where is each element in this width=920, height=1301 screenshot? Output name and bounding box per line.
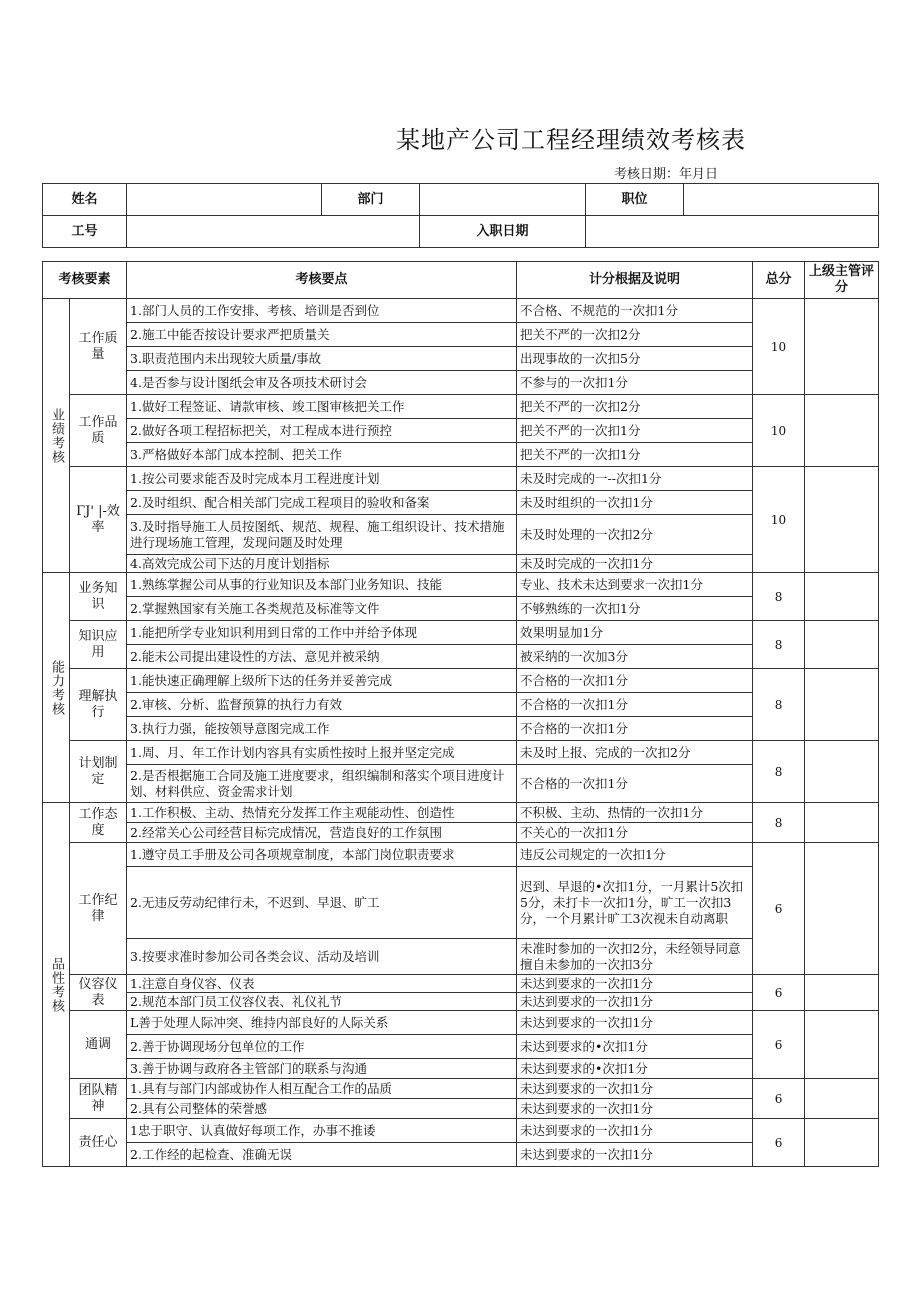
scoring-basis: 迟到、早退的•次扣1分，一月累计5次扣5分，未打卡一次扣1分，旷工一次扣3分，一个月累计旷工3次视未自动离职 bbox=[517, 867, 753, 939]
assessment-point: 2.掌握熟国家有关施工各类规范及标准等文件 bbox=[127, 597, 517, 621]
total-score: 8 bbox=[753, 573, 805, 621]
assessment-point: 1.部门人员的工作安排、考核、培训是否到位 bbox=[127, 299, 517, 323]
scoring-basis: 违反公司规定的一次扣1分 bbox=[517, 843, 753, 867]
scoring-basis: 把关不严的一次扣1分 bbox=[517, 419, 753, 443]
scoring-basis: 不参与的一次扣1分 bbox=[517, 371, 753, 395]
manager-score-field[interactable] bbox=[805, 669, 879, 741]
assessment-point: 3.职责范围内未出现较大质量/事故 bbox=[127, 347, 517, 371]
scoring-basis: 不合格的一次扣1分 bbox=[517, 717, 753, 741]
assessment-point: 1.具有与部门内部或协作人相互配合工作的品质 bbox=[127, 1079, 517, 1099]
assessment-point: 4.是否参与设计图纸会审及各项技术研讨会 bbox=[127, 371, 517, 395]
manager-score-field[interactable] bbox=[805, 395, 879, 467]
table-row bbox=[43, 1011, 879, 1035]
scoring-basis: 出现事故的一次扣5分 bbox=[517, 347, 753, 371]
scoring-basis: 不合格的一次扣1分 bbox=[517, 765, 753, 803]
scoring-basis: 未及时组织的一次扣1分 bbox=[517, 491, 753, 515]
total-score: 10 bbox=[753, 467, 805, 573]
group-label: ΓJ' |-效率 bbox=[70, 467, 127, 573]
total-score: 6 bbox=[753, 843, 805, 975]
assessment-table bbox=[42, 261, 879, 1167]
assessment-point: 1.周、月、年工作计划内容具有实质性按时上报并坚定完成 bbox=[127, 741, 517, 765]
table-row bbox=[43, 299, 879, 323]
table-row bbox=[43, 1079, 879, 1099]
scoring-basis: 不积极、主动、热情的一次扣1分 bbox=[517, 803, 753, 823]
assessment-point: 1.遵守员工手册及公司各项规章制度，本部门岗位职责要求 bbox=[127, 843, 517, 867]
manager-score-field[interactable] bbox=[805, 741, 879, 803]
assessment-point: 3.严格做好本部门成本控制、把关工作 bbox=[127, 443, 517, 467]
assessment-point: 1忠于职守、认真做好每项工作，办事不推诿 bbox=[127, 1119, 517, 1143]
assessment-point: 2.具有公司整体的荣誉感 bbox=[127, 1099, 517, 1119]
scoring-basis: 未及时上报、完成的一次扣2分 bbox=[517, 741, 753, 765]
header-basis: 计分根据及说明 bbox=[517, 262, 753, 299]
group-label: 理解执行 bbox=[70, 669, 127, 741]
scoring-basis: 不合格的一次扣1分 bbox=[517, 693, 753, 717]
group-label: 工作态度 bbox=[70, 803, 127, 843]
assessment-point: 1.熟练掌握公司从事的行业知识及本部门业务知识、技能 bbox=[127, 573, 517, 597]
table-row bbox=[43, 669, 879, 693]
name-label: 姓名 bbox=[43, 184, 127, 216]
scoring-basis: 未及时完成的一--次扣1分 bbox=[517, 467, 753, 491]
total-score: 6 bbox=[753, 1011, 805, 1079]
scoring-basis: 把关不严的一次扣2分 bbox=[517, 323, 753, 347]
assessment-point: 1.工作积极、主动、热情充分发挥工作主观能动性、创造性 bbox=[127, 803, 517, 823]
scoring-basis: 不关心的一次扣1分 bbox=[517, 823, 753, 843]
page-title: 某地产公司工程经理绩效考核表 bbox=[396, 126, 746, 154]
manager-score-field[interactable] bbox=[805, 1011, 879, 1079]
header-points: 考核要点 bbox=[127, 262, 517, 299]
assessment-point: 1.按公司要求能否及时完成本月工程进度计划 bbox=[127, 467, 517, 491]
section-label: 能力考核 bbox=[43, 573, 70, 803]
assessment-point: 2.施工中能否按设计要求严把质量关 bbox=[127, 323, 517, 347]
scoring-basis: 未准时参加的一次扣2分，未经领导同意擅自未参加的一次扣3分 bbox=[517, 939, 753, 975]
assessment-point: L善于处理人际冲突、维持内部良好的人际关系 bbox=[127, 1011, 517, 1035]
scoring-basis: 未达到要求的•次扣1分 bbox=[517, 1059, 753, 1079]
group-label: 业务知识 bbox=[70, 573, 127, 621]
scoring-basis: 未达到要求的一次扣1分 bbox=[517, 975, 753, 993]
table-row bbox=[43, 467, 879, 491]
id-label: 工号 bbox=[43, 216, 127, 248]
scoring-basis: 不合格、不规范的一次扣1分 bbox=[517, 299, 753, 323]
assessment-point: 1.做好工程签证、请款审核、竣工图审核把关工作 bbox=[127, 395, 517, 419]
total-score: 8 bbox=[753, 669, 805, 741]
header-manager-score: 上级主管评分 bbox=[805, 262, 879, 299]
assessment-point: 2.审核、分析、监督预算的执行力有效 bbox=[127, 693, 517, 717]
total-score: 8 bbox=[753, 803, 805, 843]
assessment-point: 2.做好各项工程招标把关，对工程成本进行预控 bbox=[127, 419, 517, 443]
group-label: 计划制定 bbox=[70, 741, 127, 803]
total-score: 8 bbox=[753, 741, 805, 803]
table-row bbox=[43, 1119, 879, 1143]
total-score: 6 bbox=[753, 975, 805, 1011]
assessment-point: 2.规范本部门员工仪容仪表、礼仪礼节 bbox=[127, 993, 517, 1011]
scoring-basis: 把关不严的一次扣1分 bbox=[517, 443, 753, 467]
scoring-basis: 未达到要求的一次扣1分 bbox=[517, 1011, 753, 1035]
review-date: 考核日期：年月日 bbox=[614, 167, 719, 182]
position-field[interactable] bbox=[684, 184, 879, 216]
manager-score-field[interactable] bbox=[805, 621, 879, 669]
group-label: 通调 bbox=[70, 1011, 127, 1079]
scoring-basis: 未及时完成的一次扣1分 bbox=[517, 555, 753, 573]
manager-score-field[interactable] bbox=[805, 975, 879, 1011]
scoring-basis: 把关不严的一次扣2分 bbox=[517, 395, 753, 419]
assessment-point: 1.能快速正确理解上级所下达的任务并妥善完成 bbox=[127, 669, 517, 693]
scoring-basis: 效果明显加1分 bbox=[517, 621, 753, 645]
scoring-basis: 专业、技术未达到要求一次扣1分 bbox=[517, 573, 753, 597]
section-label: 业绩考核 bbox=[43, 299, 70, 573]
assessment-point: 2.经常关心公司经营目标完成情况，营造良好的工作氛围 bbox=[127, 823, 517, 843]
scoring-basis: 被采纳的一次加3分 bbox=[517, 645, 753, 669]
assessment-point: 3.按要求准时参加公司各类会议、活动及培训 bbox=[127, 939, 517, 975]
header-total: 总分 bbox=[753, 262, 805, 299]
assessment-point: 2.及时组织、配合相关部门完成工程项目的验收和备案 bbox=[127, 491, 517, 515]
assessment-point: 3.善于协调与政府各主管部门的联系与沟通 bbox=[127, 1059, 517, 1079]
assessment-point: 1.注意自身仪容、仪表 bbox=[127, 975, 517, 993]
group-label: 仪容仪表 bbox=[70, 975, 127, 1011]
dept-field[interactable] bbox=[420, 184, 586, 216]
scoring-basis: 不够熟练的一次扣1分 bbox=[517, 597, 753, 621]
assessment-point: 2.无违反劳动纪律行未，不迟到、早退、旷工 bbox=[127, 867, 517, 939]
scoring-basis: 未达到要求的一次扣1分 bbox=[517, 993, 753, 1011]
manager-score-field[interactable] bbox=[805, 1079, 879, 1119]
table-row bbox=[43, 621, 879, 645]
manager-score-field[interactable] bbox=[805, 299, 879, 395]
assessment-point: 2.工作经的起检查、准确无误 bbox=[127, 1143, 517, 1167]
entry-date-label: 入职日期 bbox=[420, 216, 586, 248]
id-field[interactable] bbox=[127, 216, 420, 248]
scoring-basis: 不合格的一次扣1分 bbox=[517, 669, 753, 693]
assessment-point: 4.高效完成公司下达的月度计划指标 bbox=[127, 555, 517, 573]
assessment-point: 3.执行力强，能按领导意图完成工作 bbox=[127, 717, 517, 741]
assessment-point: 3.及时指导施工人员按图纸、规范、规程、施工组织设计、技术措施进行现场施工管理，发现问题及时处理 bbox=[127, 515, 517, 555]
total-score: 6 bbox=[753, 1079, 805, 1119]
group-label: 团队精神 bbox=[70, 1079, 127, 1119]
total-score: 6 bbox=[753, 1119, 805, 1167]
total-score: 8 bbox=[753, 621, 805, 669]
manager-score-field[interactable] bbox=[805, 843, 879, 975]
assessment-point: 2.能未公司提出建设性的方法、意见并被采纳 bbox=[127, 645, 517, 669]
header-element: 考核要素 bbox=[43, 262, 127, 299]
section-label: 品性考核 bbox=[43, 803, 70, 1167]
employee-info-table bbox=[42, 183, 879, 248]
table-row bbox=[43, 843, 879, 867]
assessment-point: 2.是否根据施工合同及施工进度要求，组织编制和落实个项目进度计划、材料供应、资金需求计划 bbox=[127, 765, 517, 803]
table-row bbox=[43, 975, 879, 993]
name-field[interactable] bbox=[127, 184, 322, 216]
scoring-basis: 未达到要求的一次扣1分 bbox=[517, 1143, 753, 1167]
table-row bbox=[43, 741, 879, 765]
total-score: 10 bbox=[753, 299, 805, 395]
dept-label: 部门 bbox=[322, 184, 420, 216]
group-label: 工作质量 bbox=[70, 299, 127, 395]
scoring-basis: 未达到要求的•次扣1分 bbox=[517, 1035, 753, 1059]
assessment-point: 1.能把所学专业知识利用到日常的工作中并给予体现 bbox=[127, 621, 517, 645]
table-row bbox=[43, 573, 879, 597]
scoring-basis: 未达到要求的一次扣1分 bbox=[517, 1119, 753, 1143]
manager-score-field[interactable] bbox=[805, 803, 879, 843]
manager-score-field[interactable] bbox=[805, 573, 879, 621]
group-label: 工作纪律 bbox=[70, 843, 127, 975]
table-row bbox=[43, 395, 879, 419]
manager-score-field[interactable] bbox=[805, 467, 879, 573]
manager-score-field[interactable] bbox=[805, 1119, 879, 1167]
group-label: 工作品质 bbox=[70, 395, 127, 467]
group-label: 责任心 bbox=[70, 1119, 127, 1167]
total-score: 10 bbox=[753, 395, 805, 467]
assessment-point: 2.善于协调现场分包单位的工作 bbox=[127, 1035, 517, 1059]
table-row bbox=[43, 803, 879, 823]
position-label: 职位 bbox=[586, 184, 684, 216]
scoring-basis: 未及时处理的一次扣2分 bbox=[517, 515, 753, 555]
scoring-basis: 未达到要求的一次扣1分 bbox=[517, 1099, 753, 1119]
group-label: 知识应用 bbox=[70, 621, 127, 669]
scoring-basis: 未达到要求的一次扣1分 bbox=[517, 1079, 753, 1099]
entry-date-field[interactable] bbox=[586, 216, 879, 248]
